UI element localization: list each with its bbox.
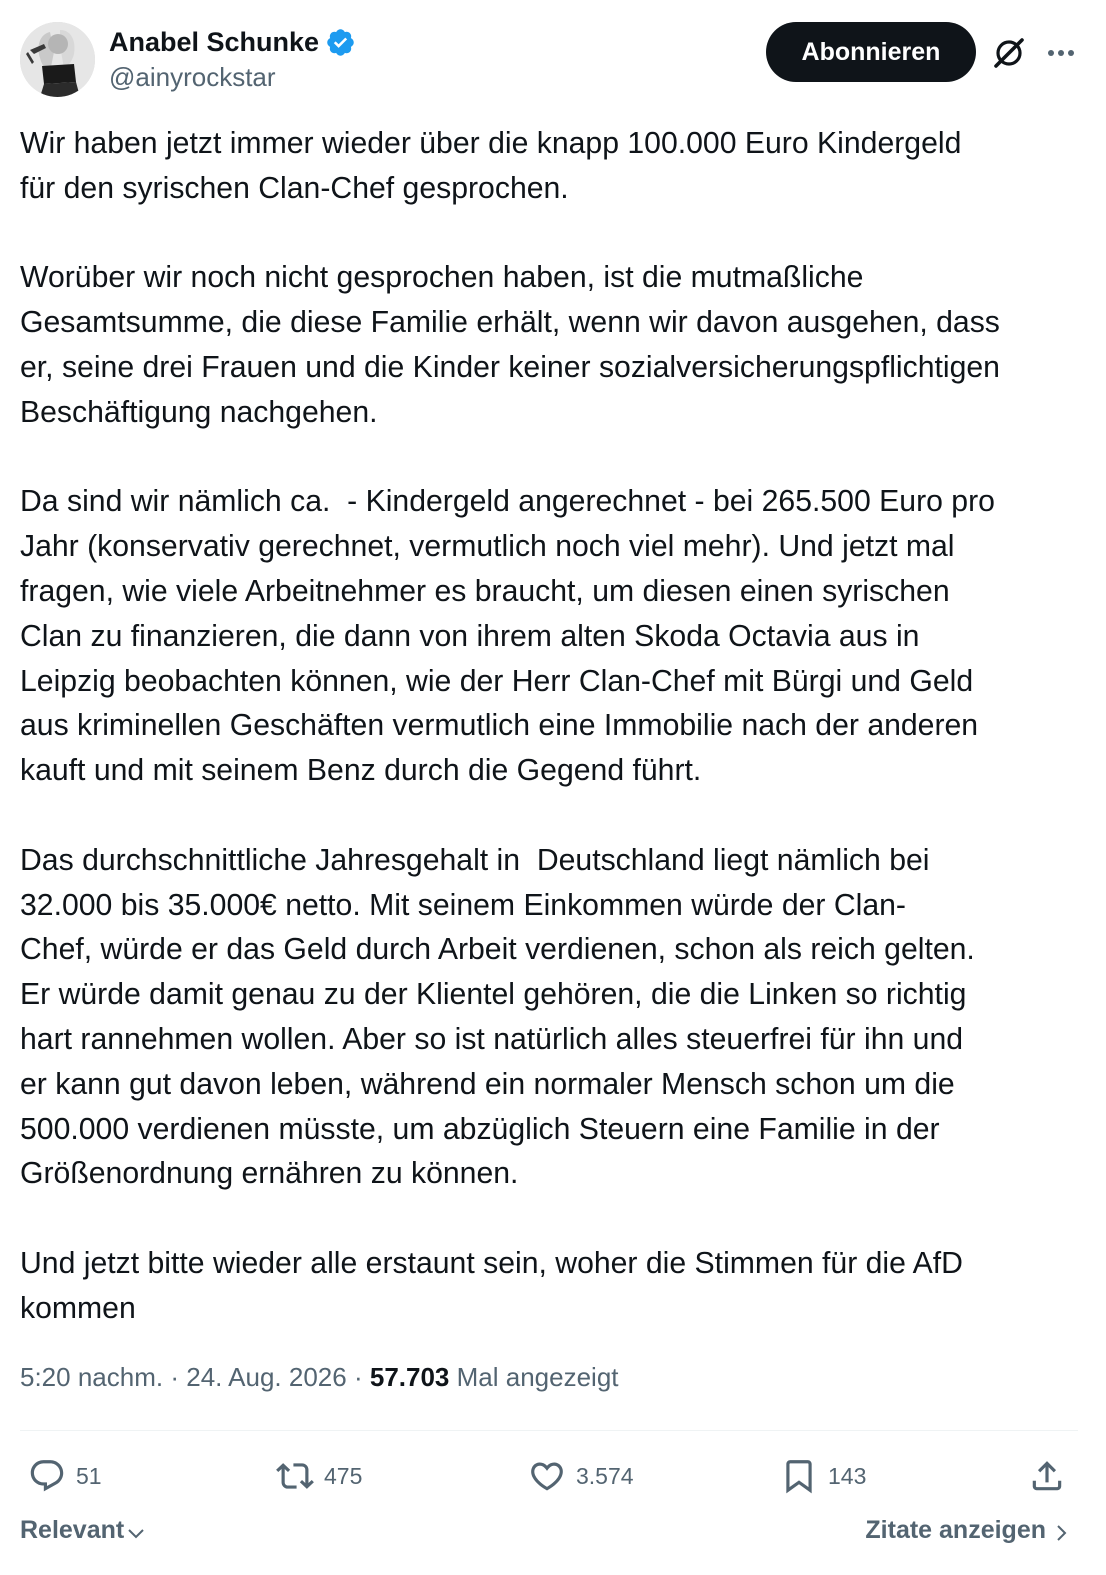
tweet-paragraph: Wir haben jetzt immer wieder über die knapp 100.000 Euro Kindergeld für den syrischen Clan-Chef gesprochen. [20, 127, 962, 205]
author-block [109, 24, 356, 93]
sort-label: Relevant [20, 1516, 125, 1544]
author-display-name[interactable]: Anabel Schunke [109, 26, 320, 57]
tweet-paragraph: Da sind wir nämlich ca. - Kindergeld angerechnet - bei 265.500 Euro pro Jahr (konservativ gerechnet, vermutlich noch viel mehr). Und jetzt mal fragen, wie viele Arbeitnehmer es braucht, um diesen einen syrischen Clan zu finanzieren, die dann von ihrem alten Skoda Octavia aus in Leipzig beobachten können, wie der Herr Clan-Chef mit Bürgi und Geld aus kriminellen Geschäften vermutlich eine Immobilie nach der anderen kauft und mit seinem Benz durch die Gegend führt. [20, 485, 995, 788]
verified-badge-icon[interactable] [325, 27, 356, 58]
tweet-text [20, 122, 1084, 1332]
bookmark-count: 143 [828, 1462, 867, 1489]
view-quotes-link[interactable] [865, 1516, 1072, 1545]
like-count: 3.574 [576, 1462, 634, 1489]
quotes-label: Zitate anzeigen [865, 1516, 1046, 1544]
tweet-time[interactable]: 5:20 nachm. [20, 1362, 164, 1392]
bookmark-button[interactable] [780, 1454, 866, 1498]
tweet-paragraph: Das durchschnittliche Jahresgehalt in Deutschland liegt nämlich bei 32.000 bis 35.000€ netto. Mit seinem Einkommen würde der Clan- Chef, würde er das Geld durch Arbeit verdienen, schon als reich gelten. Er würde damit genau zu der Klientel gehören, die die Linken so richtig hart rannehmen wollen. Aber so ist natürlich alles steuerfrei für ihn und er kann gut davon leben, während ein normaler Mensch schon um die 500.000 verdienen müsste, um abzüglich Steuern eine Familie in der Größenordnung ernähren zu können. [20, 843, 975, 1191]
chevron-right-icon [1052, 1523, 1072, 1543]
repost-count: 475 [324, 1462, 363, 1489]
reply-count: 51 [76, 1462, 102, 1489]
tweet-date[interactable]: 24. Aug. 2026 [186, 1362, 347, 1392]
share-icon [1028, 1457, 1066, 1495]
reply-icon [28, 1457, 66, 1495]
chevron-down-icon [126, 1524, 146, 1544]
tweet-meta [20, 1362, 619, 1393]
like-button[interactable] [528, 1454, 634, 1498]
views-count: 57.703 [369, 1362, 450, 1392]
sort-dropdown[interactable] [20, 1516, 146, 1545]
heart-icon [528, 1457, 566, 1495]
name-row [109, 24, 356, 60]
repost-icon [276, 1457, 314, 1495]
avatar-image [20, 22, 95, 97]
more-options-icon[interactable] [1042, 34, 1080, 72]
reply-button[interactable] [28, 1454, 102, 1498]
meta-separator: · [353, 1362, 363, 1392]
divider [20, 1430, 1078, 1431]
follow-button[interactable]: Abonnieren [766, 22, 976, 82]
tweet-paragraph: Worüber wir noch nicht gesprochen haben, ist die mutmaßliche Gesamtsumme, die diese Familie erhält, wenn wir davon ausgehen, dass er, seine drei Frauen und die Kinder keiner sozialversicherungspflichtigen Beschäftigung nachgehen. [20, 261, 1000, 429]
grok-icon[interactable] [990, 34, 1028, 72]
tweet-paragraph: Und jetzt bitte wieder alle erstaunt sein, woher die Stimmen für die AfD kommen [20, 1246, 963, 1325]
avatar[interactable] [20, 22, 95, 97]
bookmark-icon [780, 1457, 818, 1495]
views-label: Mal angezeigt [456, 1362, 619, 1392]
share-button[interactable] [1028, 1454, 1076, 1498]
author-handle[interactable]: @ainyrockstar [109, 62, 276, 92]
tweet-header [20, 22, 1086, 102]
meta-separator: · [170, 1362, 179, 1392]
repost-button[interactable] [276, 1454, 362, 1498]
